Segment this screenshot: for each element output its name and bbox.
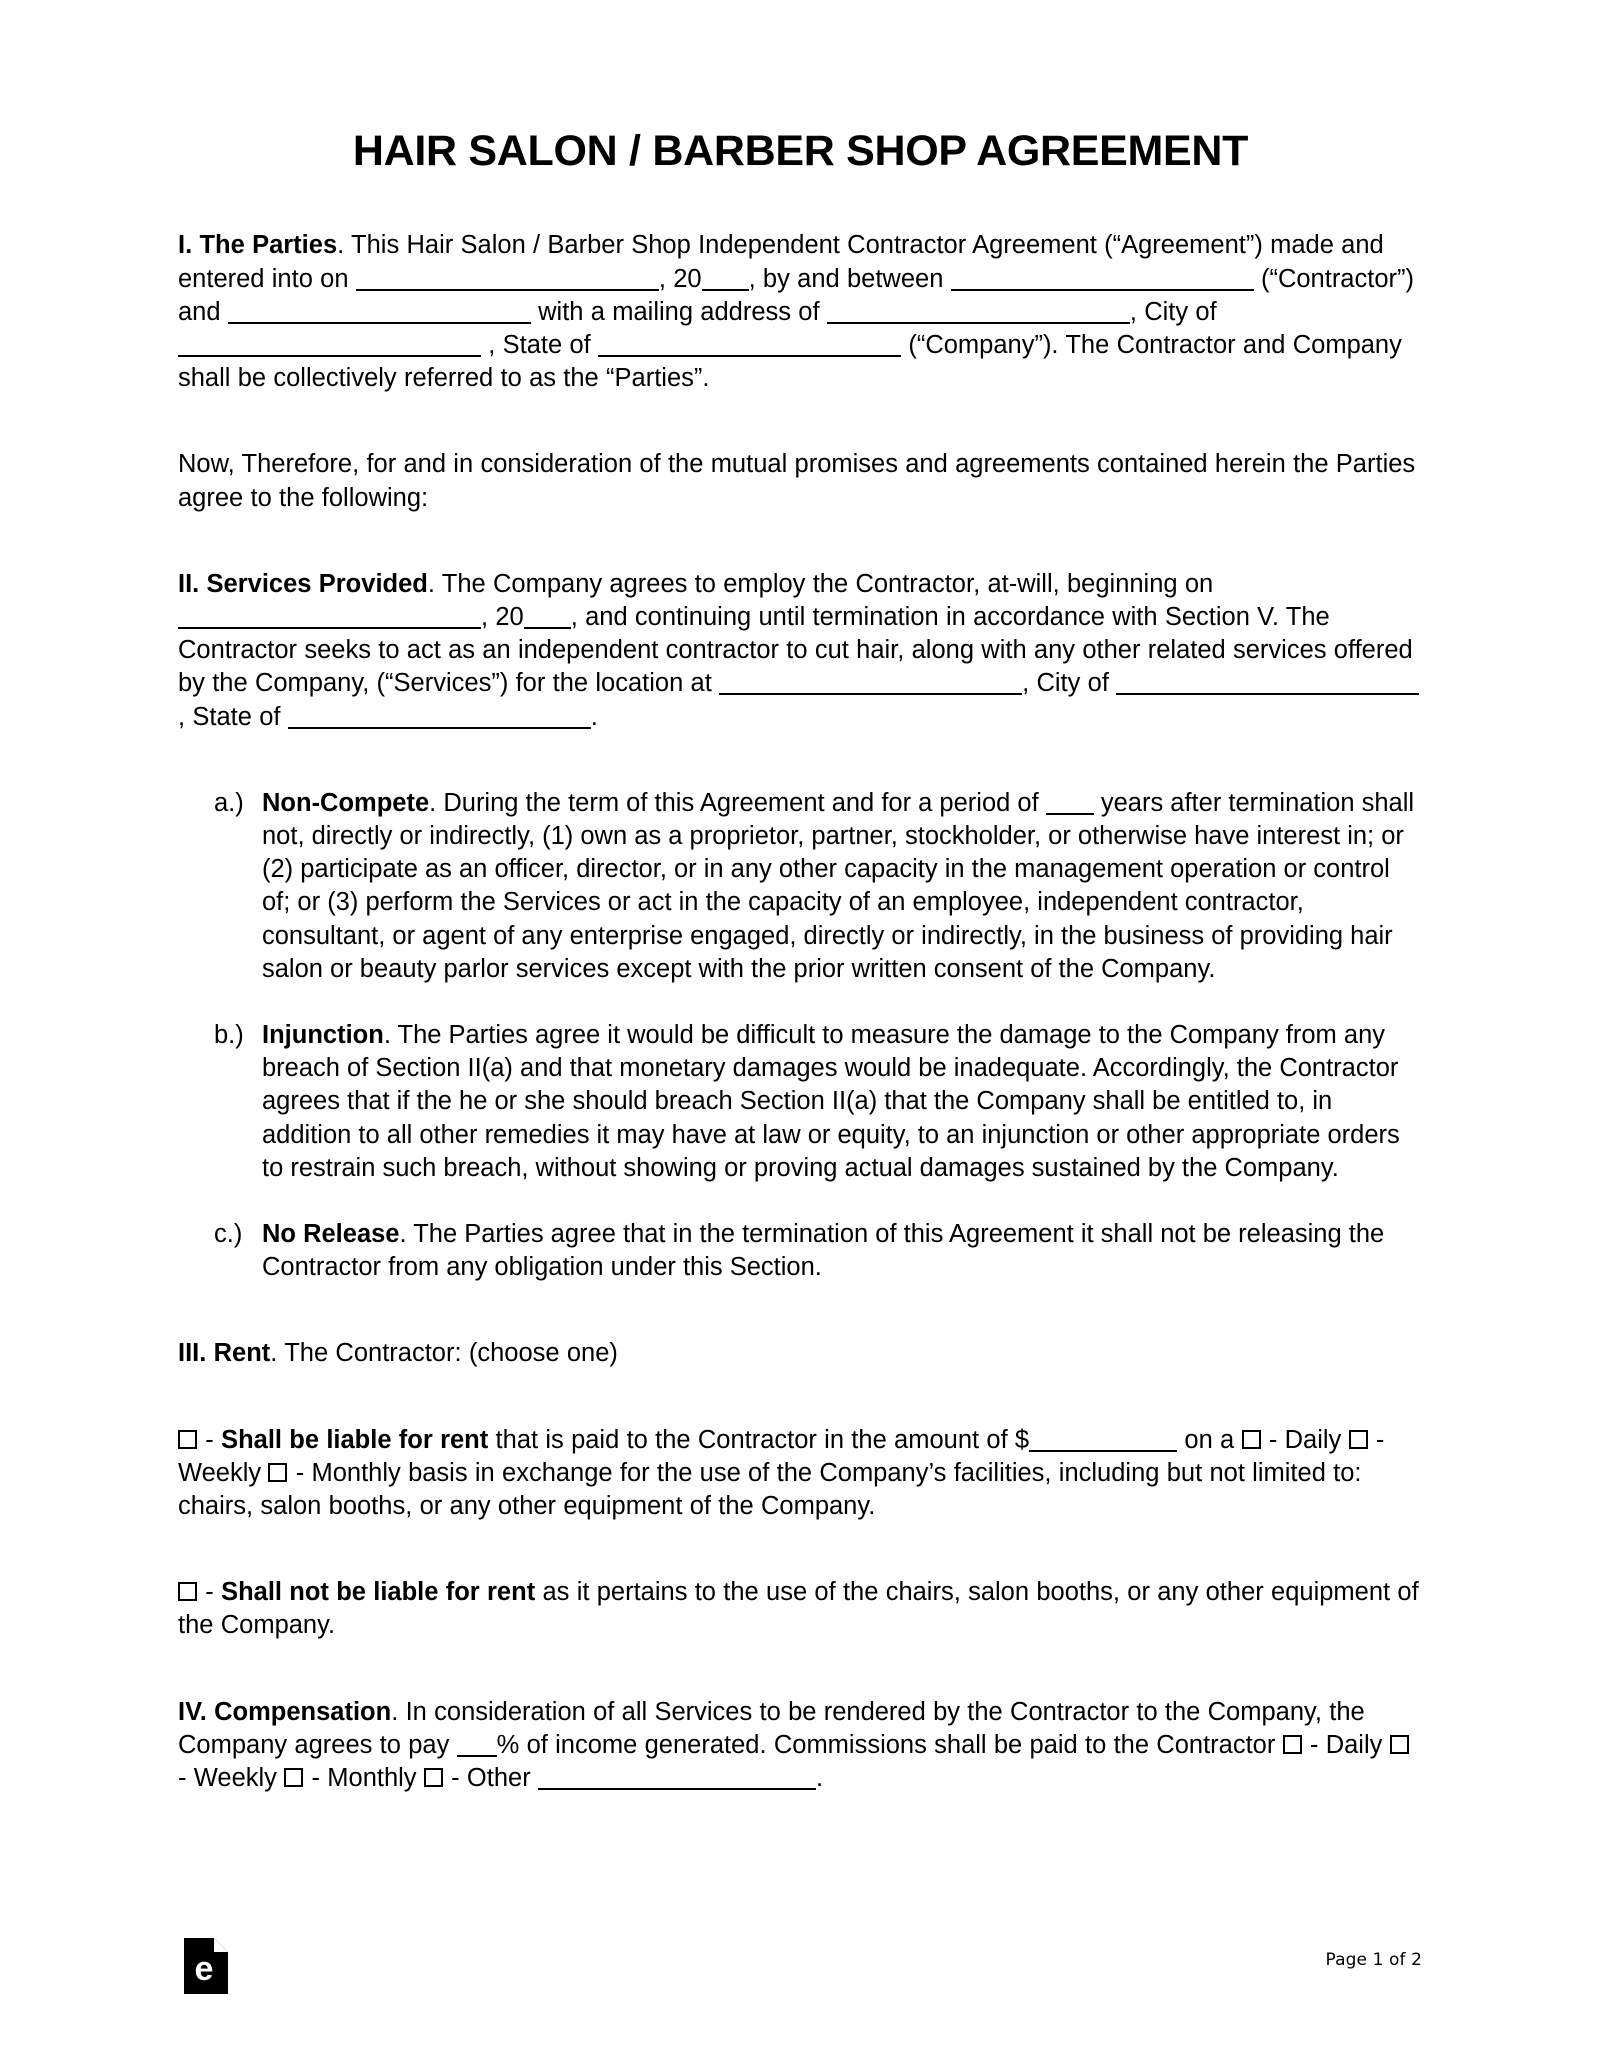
spacer	[178, 515, 1423, 568]
services-text-6: .	[590, 702, 598, 731]
page-number: Page 1 of 2	[1325, 1950, 1422, 1970]
page-title: HAIR SALON / BARBER SHOP AGREEMENT	[352, 127, 1249, 175]
recital-paragraph: Now, Therefore, for and in consideration of the mutual promises and agreements contained herein the Parties agree to the following:	[178, 450, 1416, 512]
non-compete-text-1: . During the term of this Agreement and for a period of	[429, 788, 1046, 817]
services-city-blank[interactable]	[1116, 668, 1419, 695]
section-rent	[178, 1337, 1423, 1370]
section-rent-heading: III. Rent	[178, 1339, 271, 1368]
parties-text-3: , by and between	[748, 264, 951, 293]
list-marker-b: b.)	[214, 1020, 244, 1049]
rent-not-liable-dash: -	[198, 1578, 222, 1607]
parties-text-6: , City of	[1129, 297, 1217, 326]
list-marker-a: a.)	[214, 788, 244, 817]
list-item	[178, 787, 1423, 986]
section-compensation-heading: IV. Compensation	[178, 1697, 392, 1726]
list-marker-c: c.)	[214, 1219, 243, 1248]
parties-text-1: . This Hair Salon / Barber Shop Independent Contractor Agreement (“Agreement”) made and entered into on	[178, 231, 1384, 293]
parties-text-2: , 20	[658, 264, 702, 293]
commission-other-blank[interactable]	[538, 1763, 816, 1790]
checkbox-commission-other[interactable]	[424, 1768, 443, 1787]
spacer	[178, 395, 1423, 448]
checkbox-commission-weekly[interactable]	[1390, 1735, 1409, 1754]
date-blank[interactable]	[356, 264, 659, 291]
compensation-text-2: % of income generated. Commissions shall be paid to the Contractor	[496, 1730, 1283, 1759]
services-state-blank[interactable]	[288, 702, 591, 729]
rent-liable-label: Shall be liable for rent	[221, 1425, 489, 1454]
checkbox-rent-monthly[interactable]	[268, 1463, 287, 1482]
spacer	[178, 1371, 1423, 1424]
contractor-name-blank[interactable]	[951, 264, 1254, 291]
services-text-2: , 20	[481, 602, 524, 631]
eforms-logo-icon	[184, 1938, 228, 1994]
spacer	[178, 1523, 1423, 1576]
parties-text-5: with a mailing address of	[530, 297, 827, 326]
parties-text-4: (“Contractor”) and	[178, 264, 1414, 326]
rent-liable-text-3: basis in exchange for the use of the Company’s facilities, including but not limited to: chairs, salon booths, or any other equipment of the Company.	[178, 1458, 1362, 1520]
services-text-5: , State of	[178, 702, 288, 731]
compensation-text-1: . In consideration of all Services to be rendered by the Contractor to the Company, the Company agrees to pay	[178, 1697, 1365, 1759]
spacer	[178, 1284, 1423, 1337]
section-parties	[178, 229, 1423, 395]
services-location-blank[interactable]	[719, 668, 1022, 695]
section-services	[178, 568, 1423, 734]
services-year-blank[interactable]	[524, 602, 571, 629]
parties-text-7: , State of	[481, 330, 599, 359]
services-text-3: , and continuing until termination in accordance with Section V. The Contractor seeks to act as an independent contractor to cut hair, along with any other related services offered by the Company, (“Services”) for the location at	[178, 602, 1413, 698]
non-compete-years-blank[interactable]	[1046, 788, 1094, 815]
rent-option-not-liable	[178, 1576, 1423, 1642]
spacer	[178, 175, 1423, 229]
services-text-1: . The Company agrees to employ the Contractor, at-will, beginning on	[427, 569, 1214, 598]
state-blank[interactable]	[598, 330, 901, 357]
city-blank[interactable]	[178, 330, 481, 357]
checkbox-shall-not-be-liable[interactable]	[178, 1582, 197, 1601]
section-compensation	[178, 1696, 1423, 1796]
rent-option-liable	[178, 1424, 1423, 1524]
list-item	[178, 1218, 1423, 1284]
compensation-text-3: .	[815, 1764, 824, 1792]
non-compete-text-2: years after termination shall not, directly or indirectly, (1) own as a proprietor, partner, stockholder, or otherwise have interest in; or (2) participate as an officer, director, or in any other capacity in the management operation or control of; or (3) perform the Services or act in the capacity of an employee, independent contractor, consultant, or agent of any enterprise engaged, directly or indirectly, in the business of providing hair salon or beauty parlor services except with the prior written consent of the Company.	[262, 788, 1415, 983]
rent-liable-text-2: on a	[1177, 1425, 1242, 1454]
commission-monthly-label: - Monthly	[304, 1764, 424, 1792]
checkbox-rent-daily[interactable]	[1242, 1430, 1261, 1449]
checkbox-rent-weekly[interactable]	[1349, 1430, 1368, 1449]
section-services-heading: II. Services Provided	[178, 569, 428, 598]
page-footer	[0, 1910, 1600, 2070]
no-release-text-1: . The Parties agree that in the termination of this Agreement it shall not be releasing the Contractor from any obligation under this Section.	[262, 1219, 1385, 1282]
rent-daily-label: - Daily	[1261, 1425, 1349, 1454]
commission-other-label: - Other	[443, 1764, 538, 1792]
subclause-heading-no-release: No Release	[262, 1219, 400, 1248]
injunction-text-1: . The Parties agree it would be difficult to measure the damage to the Company from any breach of Section II(a) and that monetary damages would be inadequate. Accordingly, the Contractor agrees that if the he or she should breach Section II(a) that the Company shall be entitled to, in addition to all other remedies it may have at law or equity, to an injunction or other appropriate orders to restrain such breach, without showing or proving actual damages sustained by the Company.	[262, 1020, 1400, 1182]
section-parties-heading: I. The Parties	[178, 231, 338, 260]
year-blank[interactable]	[702, 264, 749, 291]
checkbox-commission-monthly[interactable]	[284, 1768, 303, 1787]
logo-letter: e	[194, 1950, 214, 1988]
rent-intro-text: . The Contractor: (choose one)	[270, 1339, 618, 1368]
document-body	[178, 0, 1423, 1795]
compensation-percent-blank[interactable]	[457, 1730, 497, 1757]
checkbox-shall-be-liable[interactable]	[178, 1430, 197, 1449]
rent-monthly-label: - Monthly	[288, 1458, 409, 1487]
commission-daily-label: - Daily	[1302, 1730, 1390, 1759]
services-text-4: , City of	[1022, 669, 1117, 698]
rent-weekly-label: - Weekly	[178, 1425, 1385, 1487]
checkbox-commission-daily[interactable]	[1283, 1735, 1302, 1754]
services-start-date-blank[interactable]	[178, 602, 481, 629]
list-item	[178, 1019, 1423, 1185]
rent-liable-text-1: that is paid to the Contractor in the amount of $	[488, 1425, 1030, 1454]
rent-not-liable-text: as it pertains to the use of the chairs, salon booths, or any other equipment of the Company.	[178, 1578, 1419, 1640]
commission-weekly-label: - Weekly	[178, 1764, 285, 1792]
rent-liable-dash: -	[198, 1425, 222, 1454]
subclause-heading-injunction: Injunction	[262, 1020, 384, 1049]
spacer	[178, 734, 1423, 787]
parties-text-8: (“Company”). The Contractor and Company shall be collectively referred to as the “Parties”.	[178, 330, 1402, 393]
rent-not-liable-label: Shall not be liable for rent	[221, 1578, 536, 1607]
mailing-address-blank[interactable]	[827, 297, 1130, 324]
spacer	[178, 1643, 1423, 1696]
rent-amount-blank[interactable]	[1029, 1425, 1177, 1452]
company-name-blank[interactable]	[228, 297, 531, 324]
subclause-heading-non-compete: Non-Compete	[262, 788, 430, 817]
subclause-list	[178, 787, 1423, 1285]
